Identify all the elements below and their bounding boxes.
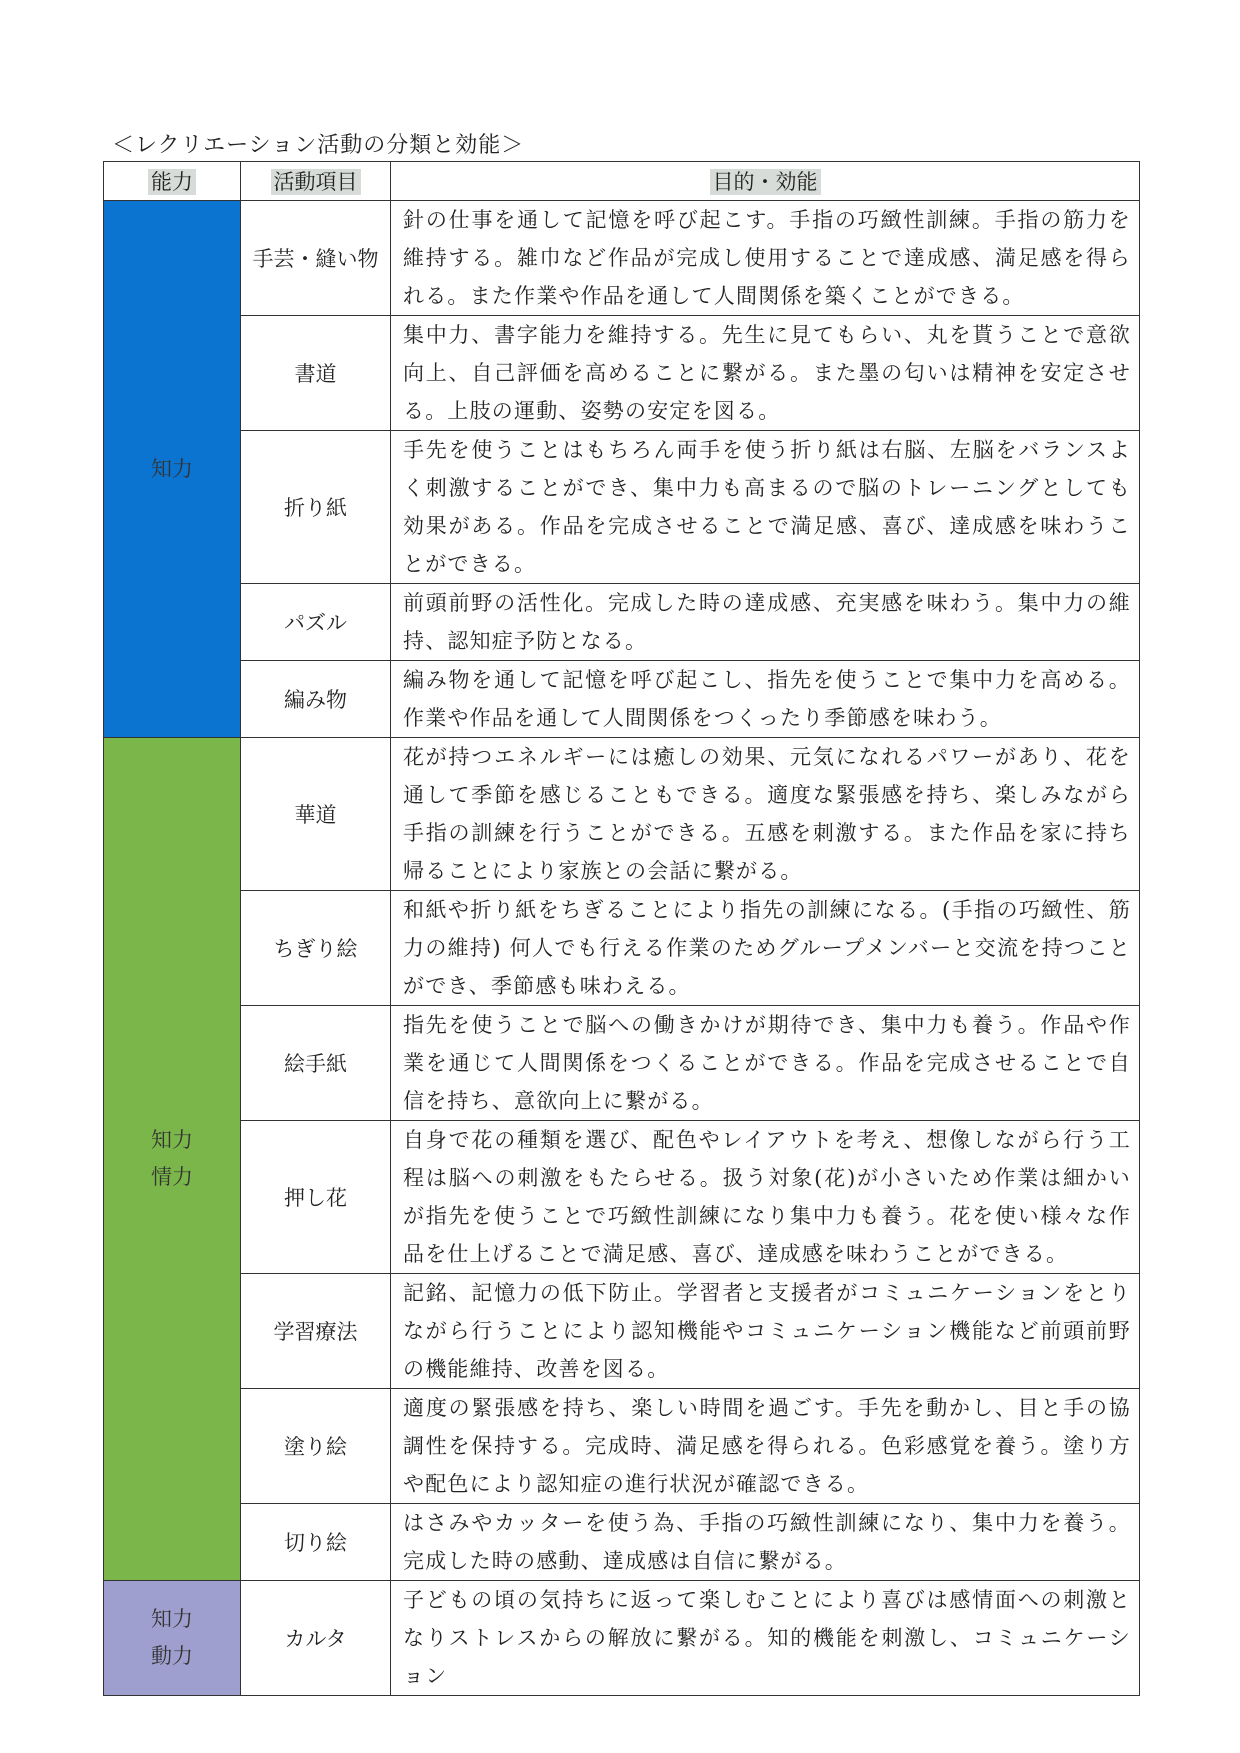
table-row: [104, 201, 1140, 316]
activity-name: 折り紙: [241, 431, 391, 584]
activity-name: 学習療法: [241, 1274, 391, 1389]
activity-name: パズル: [241, 584, 391, 661]
activity-purpose: 和紙や折り紙をちぎることにより指先の訓練になる。(手指の巧緻性、筋力の維持) 何人でも行える作業のためグループメンバーと交流を持つことができ、季節感も味わえる。: [391, 891, 1140, 1006]
table-row: [104, 891, 1140, 1006]
activity-purpose: 針の仕事を通して記憶を呼び起こす。手指の巧緻性訓練。手指の筋力を維持する。雑巾など作品が完成し使用することで達成感、満足感を得られる。また作業や作品を通して人間関係を築くことができる。: [391, 201, 1140, 316]
header-purpose: 目的・効能: [391, 162, 1140, 201]
activity-purpose: 指先を使うことで脳への働きかけが期待でき、集中力も養う。作品や作業を通じて人間関係をつくることができる。作品を完成させることで自信を持ち、意欲向上に繋がる。: [391, 1006, 1140, 1121]
table-row: [104, 1121, 1140, 1274]
table-row: [104, 1581, 1140, 1696]
activity-name: 華道: [241, 738, 391, 891]
header-activity: 活動項目: [241, 162, 391, 201]
table-row: [104, 1389, 1140, 1504]
activity-purpose: 子どもの頃の気持ちに返って楽しむことにより喜びは感情面への刺激となりストレスからの解放に繋がる。知的機能を刺激し、コミュニケーション: [391, 1581, 1140, 1696]
activity-purpose: 集中力、書字能力を維持する。先生に見てもらい、丸を貰うことで意欲向上、自己評価を高めることに繋がる。また墨の匂いは精神を安定させる。上肢の運動、姿勢の安定を図る。: [391, 316, 1140, 431]
table-row: [104, 1006, 1140, 1121]
activity-purpose: 自身で花の種類を選び、配色やレイアウトを考え、想像しながら行う工程は脳への刺激をもたらせる。扱う対象(花)が小さいため作業は細かいが指先を使うことで巧緻性訓練になり集中力も養う。花を使い様々な作品を仕上げることで満足感、喜び、達成感を味わうことができる。: [391, 1121, 1140, 1274]
table-row: [104, 738, 1140, 891]
table-row: [104, 584, 1140, 661]
table-row: [104, 431, 1140, 584]
activity-purpose: 花が持つエネルギーには癒しの効果、元気になれるパワーがあり、花を通して季節を感じることもできる。適度な緊張感を持ち、楽しみながら手指の訓練を行うことができる。五感を刺激する。また作品を家に持ち帰ることにより家族との会話に繋がる。: [391, 738, 1140, 891]
activity-name: 絵手紙: [241, 1006, 391, 1121]
activity-purpose: 適度の緊張感を持ち、楽しい時間を過ごす。手先を動かし、目と手の協調性を保持する。完成時、満足感を得られる。色彩感覚を養う。塗り方や配色により認知症の進行状況が確認できる。: [391, 1389, 1140, 1504]
document-title: ＜レクリエーション活動の分類と効能＞: [112, 133, 525, 158]
activity-name: 押し花: [241, 1121, 391, 1274]
activity-purpose: はさみやカッターを使う為、手指の巧緻性訓練になり、集中力を養う。完成した時の感動、達成感は自信に繋がる。: [391, 1504, 1140, 1581]
activity-purpose: 記銘、記憶力の低下防止。学習者と支援者がコミュニケーションをとりながら行うことにより認知機能やコミュニケーション機能など前頭前野の機能維持、改善を図る。: [391, 1274, 1140, 1389]
activity-purpose: 編み物を通して記憶を呼び起こし、指先を使うことで集中力を高める。作業や作品を通して人間関係をつくったり季節感を味わう。: [391, 661, 1140, 738]
table-row: [104, 661, 1140, 738]
activity-purpose: 手先を使うことはもちろん両手を使う折り紙は右脳、左脳をバランスよく刺激することができ、集中力も高まるので脳のトレーニングとしても効果がある。作品を完成させることで満足感、喜び、達成感を味わうことができる。: [391, 431, 1140, 584]
header-row: [104, 162, 1140, 201]
activity-name: 切り絵: [241, 1504, 391, 1581]
activity-name: 書道: [241, 316, 391, 431]
activity-name: 編み物: [241, 661, 391, 738]
activity-purpose: 前頭前野の活性化。完成した時の達成感、充実感を味わう。集中力の維持、認知症予防となる。: [391, 584, 1140, 661]
category-intellect-emotion: 知力 情力: [104, 738, 241, 1581]
recreation-activity-table: [103, 161, 1140, 1696]
activity-name: ちぎり絵: [241, 891, 391, 1006]
table-row: [104, 1274, 1140, 1389]
table-row: [104, 1504, 1140, 1581]
header-ability: 能力: [104, 162, 241, 201]
activity-name: カルタ: [241, 1581, 391, 1696]
activity-name: 塗り絵: [241, 1389, 391, 1504]
category-intellect: 知力: [104, 201, 241, 738]
activity-name: 手芸・縫い物: [241, 201, 391, 316]
category-intellect-motor: 知力 動力: [104, 1581, 241, 1696]
table-row: [104, 316, 1140, 431]
